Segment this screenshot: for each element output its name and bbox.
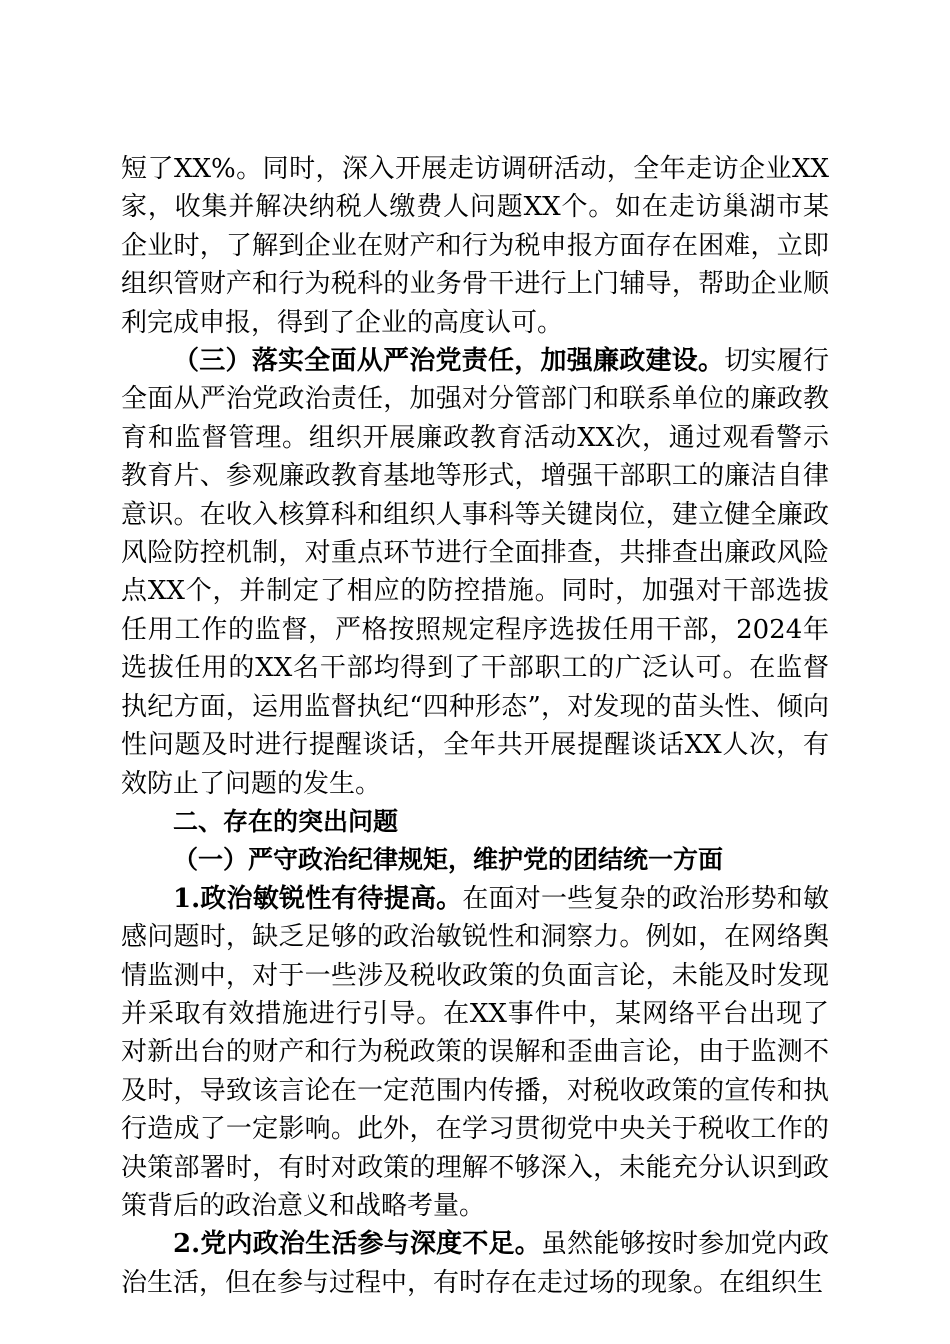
paragraph-body: 切实履行全面从严治党政治责任，加强对分管部门和联系单位的廉政教育和监督管理。组织开展廉政教育活动XX次，通过观看警示教育片、参观廉政教育基地等形式，增强干部职工的廉洁自律意识。在收入核算科和组织人事科等关键岗位，建立健全廉政风险防控机制，对重点环节进行全面排查，共排查出廉政风险点XX个，并制定了相应的防控措施。同时，加强对干部选拔任用工作的监督，严格按照规定程序选拔任用干部，2024年选拔任用的XX名干部均得到了干部职工的广泛认可。在监督执纪方面，运用监督执纪“四种形态”，对发现的苗头性、倾向性问题及时进行提醒谈话，全年共开展提醒谈话XX人次，有效防止了问题的发生。 xyxy=(121,346,829,799)
paragraph-lead: 2.党内政治生活参与深度不足。 xyxy=(173,1229,541,1260)
document-page xyxy=(121,150,829,1302)
paragraph-integrity xyxy=(121,342,829,803)
paragraph-lead: （三）落实全面从严治党责任，加强廉政建设。 xyxy=(173,346,725,377)
paragraph-issue-2 xyxy=(121,1225,829,1302)
section-heading: 二、存在的突出问题 xyxy=(173,806,399,836)
section-subheading: （一）严守政治纪律规矩，维护党的团结统一方面 xyxy=(173,845,724,875)
paragraph-continued: 短了XX%。同时，深入开展走访调研活动，全年走访企业XX家，收集并解决纳税人缴费人问题XX个。如在走访巢湖市某企业时，了解到企业在财产和行为税申报方面存在困难，立即组织管财产和行为税科的业务骨干进行上门辅导，帮助企业顺利完成申报，得到了企业的高度认可。 xyxy=(121,154,829,338)
paragraph-body: 虽然能够按时参加党内政治生活，但在参与过程中，有时存在走过场的现象。在组织生 xyxy=(121,1229,829,1298)
paragraph-issue-1 xyxy=(121,880,829,1226)
paragraph-lead: 1.政治敏锐性有待提高。 xyxy=(173,883,463,914)
paragraph-body: 在面对一些复杂的政治形势和敏感问题时，缺乏足够的政治敏锐性和洞察力。例如，在网络舆情监测中，对于一些涉及税收政策的负面言论，未能及时发现并采取有效措施进行引导。在XX事件中，某网络平台出现了对新出台的财产和行为税政策的误解和歪曲言论，由于监测不及时，导致该言论在一定范围内传播，对税收政策的宣传和执行造成了一定影响。此外，在学习贯彻党中央关于税收工作的决策部署时，有时对政策的理解不够深入，未能充分认识到政策背后的政治意义和战略考量。 xyxy=(121,883,829,1221)
